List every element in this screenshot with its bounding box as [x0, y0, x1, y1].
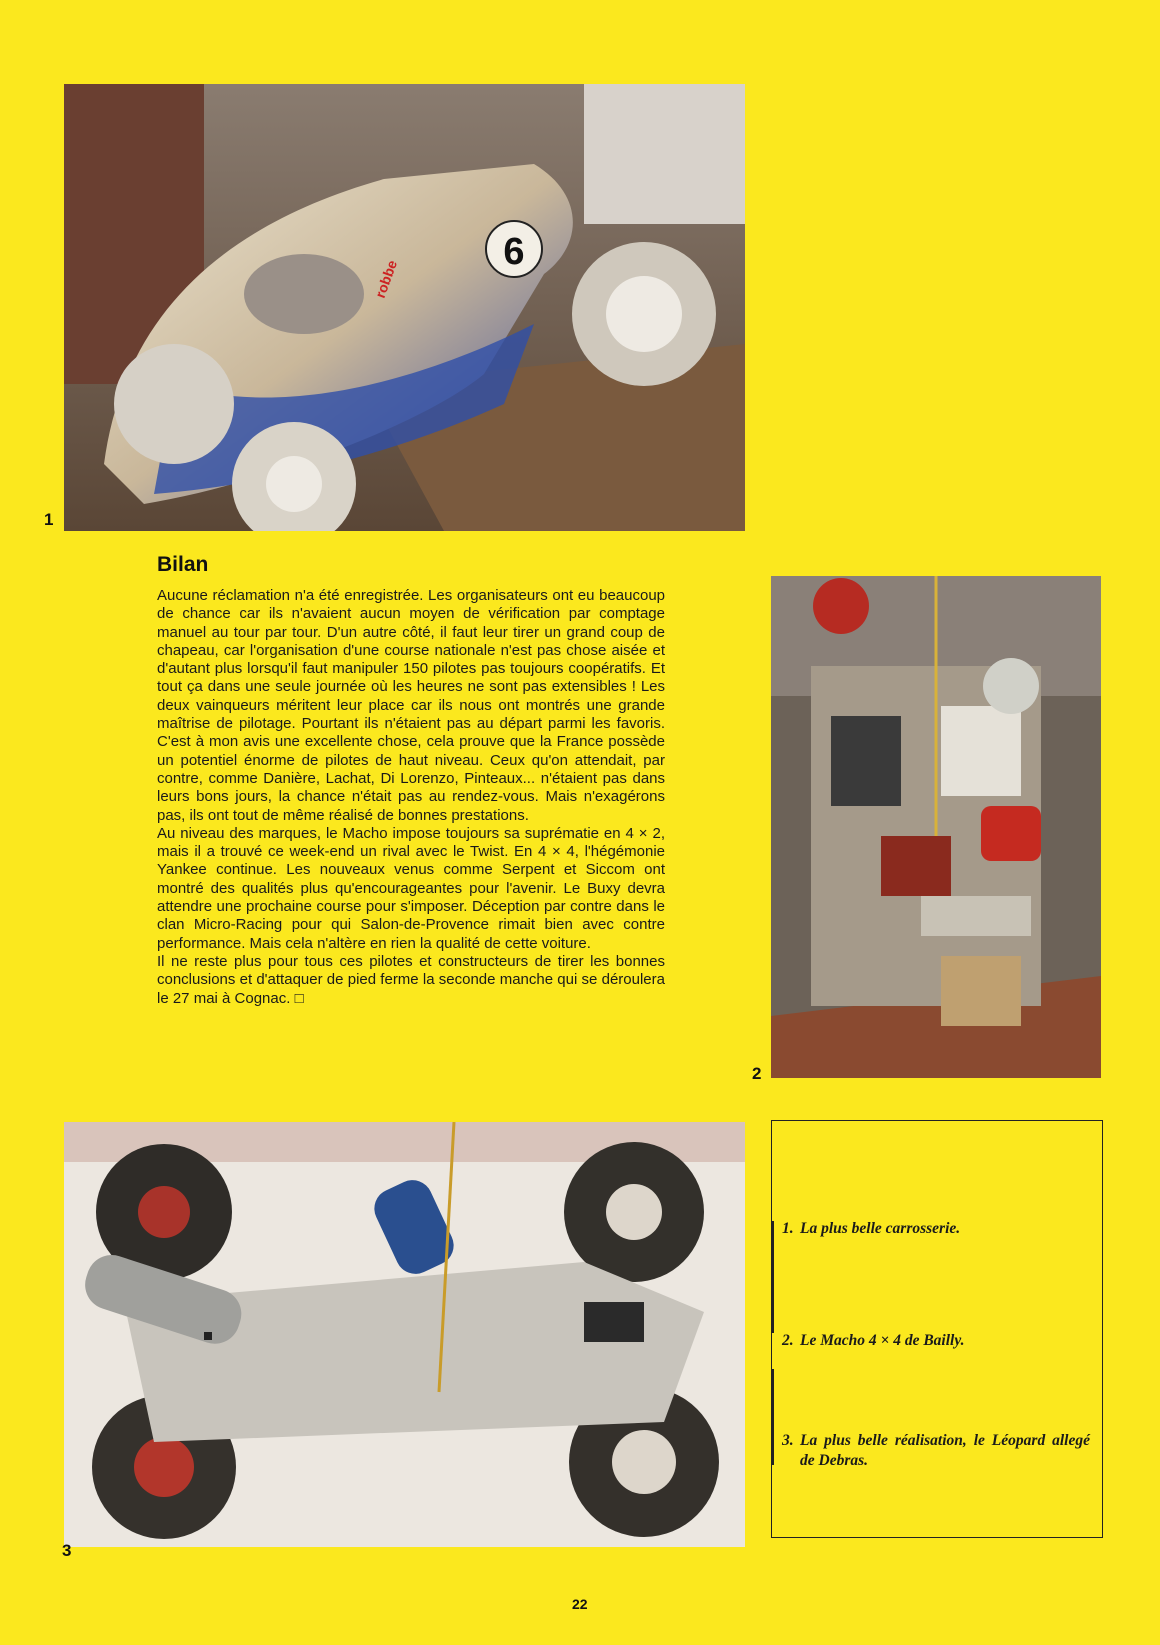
photo-3-leopard-chassis	[64, 1122, 745, 1547]
caption-divider	[772, 1369, 774, 1465]
article-title: Bilan	[157, 553, 209, 576]
article-paragraph-3: Il ne reste plus pour tous ces pilotes et constructeurs de tirer les bonnes conclusions et d'attaquer de pied ferme la seconde manche qui se déroulera le 27 mai à Cognac. □	[157, 952, 665, 1007]
figure-number-2: 2	[752, 1064, 762, 1083]
caption-2-text: Le Macho 4 × 4 de Bailly.	[800, 1332, 965, 1349]
car-number: 6	[503, 231, 525, 273]
caption-3-number: 3.	[782, 1432, 794, 1449]
article	[157, 553, 665, 1008]
photo-1-buggy-body	[64, 84, 745, 531]
caption-3-text: La plus belle réalisation, le Léopard allegé de Debras.	[800, 1432, 1090, 1469]
article-paragraph-2: Au niveau des marques, le Macho impose toujours sa suprématie en 4 × 2, mais il a trouvé ce week-end un rival avec le Twist. En 4 × 4, l'hégémonie Yankee continue. Les nouveaux venus comme Serpent et Siccom ont montré des qualités plus qu'encourageantes pour l'avenir. Le Buxy devra attendre une prochaine course pour s'imposer. Déception par contre dans le clan Micro-Racing pour qui Salon-de-Provence rimait bien avec contre performance. Mais cela n'altère en rien la qualité de cette voiture.	[157, 824, 665, 952]
captions-box	[771, 1120, 1103, 1538]
caption-1-text: La plus belle carrosserie.	[800, 1220, 961, 1237]
figure-number-1: 1	[44, 510, 54, 529]
figure-number-3: 3	[62, 1541, 72, 1560]
robbe-sticker: robbe	[371, 258, 401, 301]
caption-3	[782, 1431, 1090, 1471]
article-paragraph-1: Aucune réclamation n'a été enregistrée. Les organisateurs ont eu beaucoup de chance car ils n'avaient aucun moyen de vérification par comptage manuel au tour par tour. D'un autre côté, il faut leur tirer un grand coup de chapeau, car l'organisation d'une course nationale n'est pas chose aisée et d'autant plus lorsqu'il faut manipuler 150 pilotes pas toujours coopératifs. Et tout ça dans une seule journée où les heures ne sont pas extensibles ! Les deux vainqueurs méritent leur place car ils nous ont montrés une grande maîtrise de pilotage. Pourtant ils n'étaient pas au départ parmi les favoris. C'est à mon avis une excellente chose, cela prouve que la France possède un potentiel énorme de pilotes de haut niveau. Ceux qu'on attendait, par contre, comme Danière, Lachat, Di Lorenzo, Pinteaux... n'étaient pas dans leurs bons jours, la chance n'était pas au rendez-vous. Mais n'exagérons pas, ils ont tout de même réalisé de bonnes prestations.	[157, 587, 665, 824]
caption-1	[782, 1219, 1090, 1239]
page-number: 22	[572, 1596, 588, 1612]
caption-divider	[772, 1221, 774, 1333]
caption-1-number: 1.	[782, 1220, 794, 1237]
caption-2-number: 2.	[782, 1332, 794, 1349]
caption-2	[782, 1331, 1090, 1351]
photo-2-macho-chassis	[771, 576, 1101, 1078]
